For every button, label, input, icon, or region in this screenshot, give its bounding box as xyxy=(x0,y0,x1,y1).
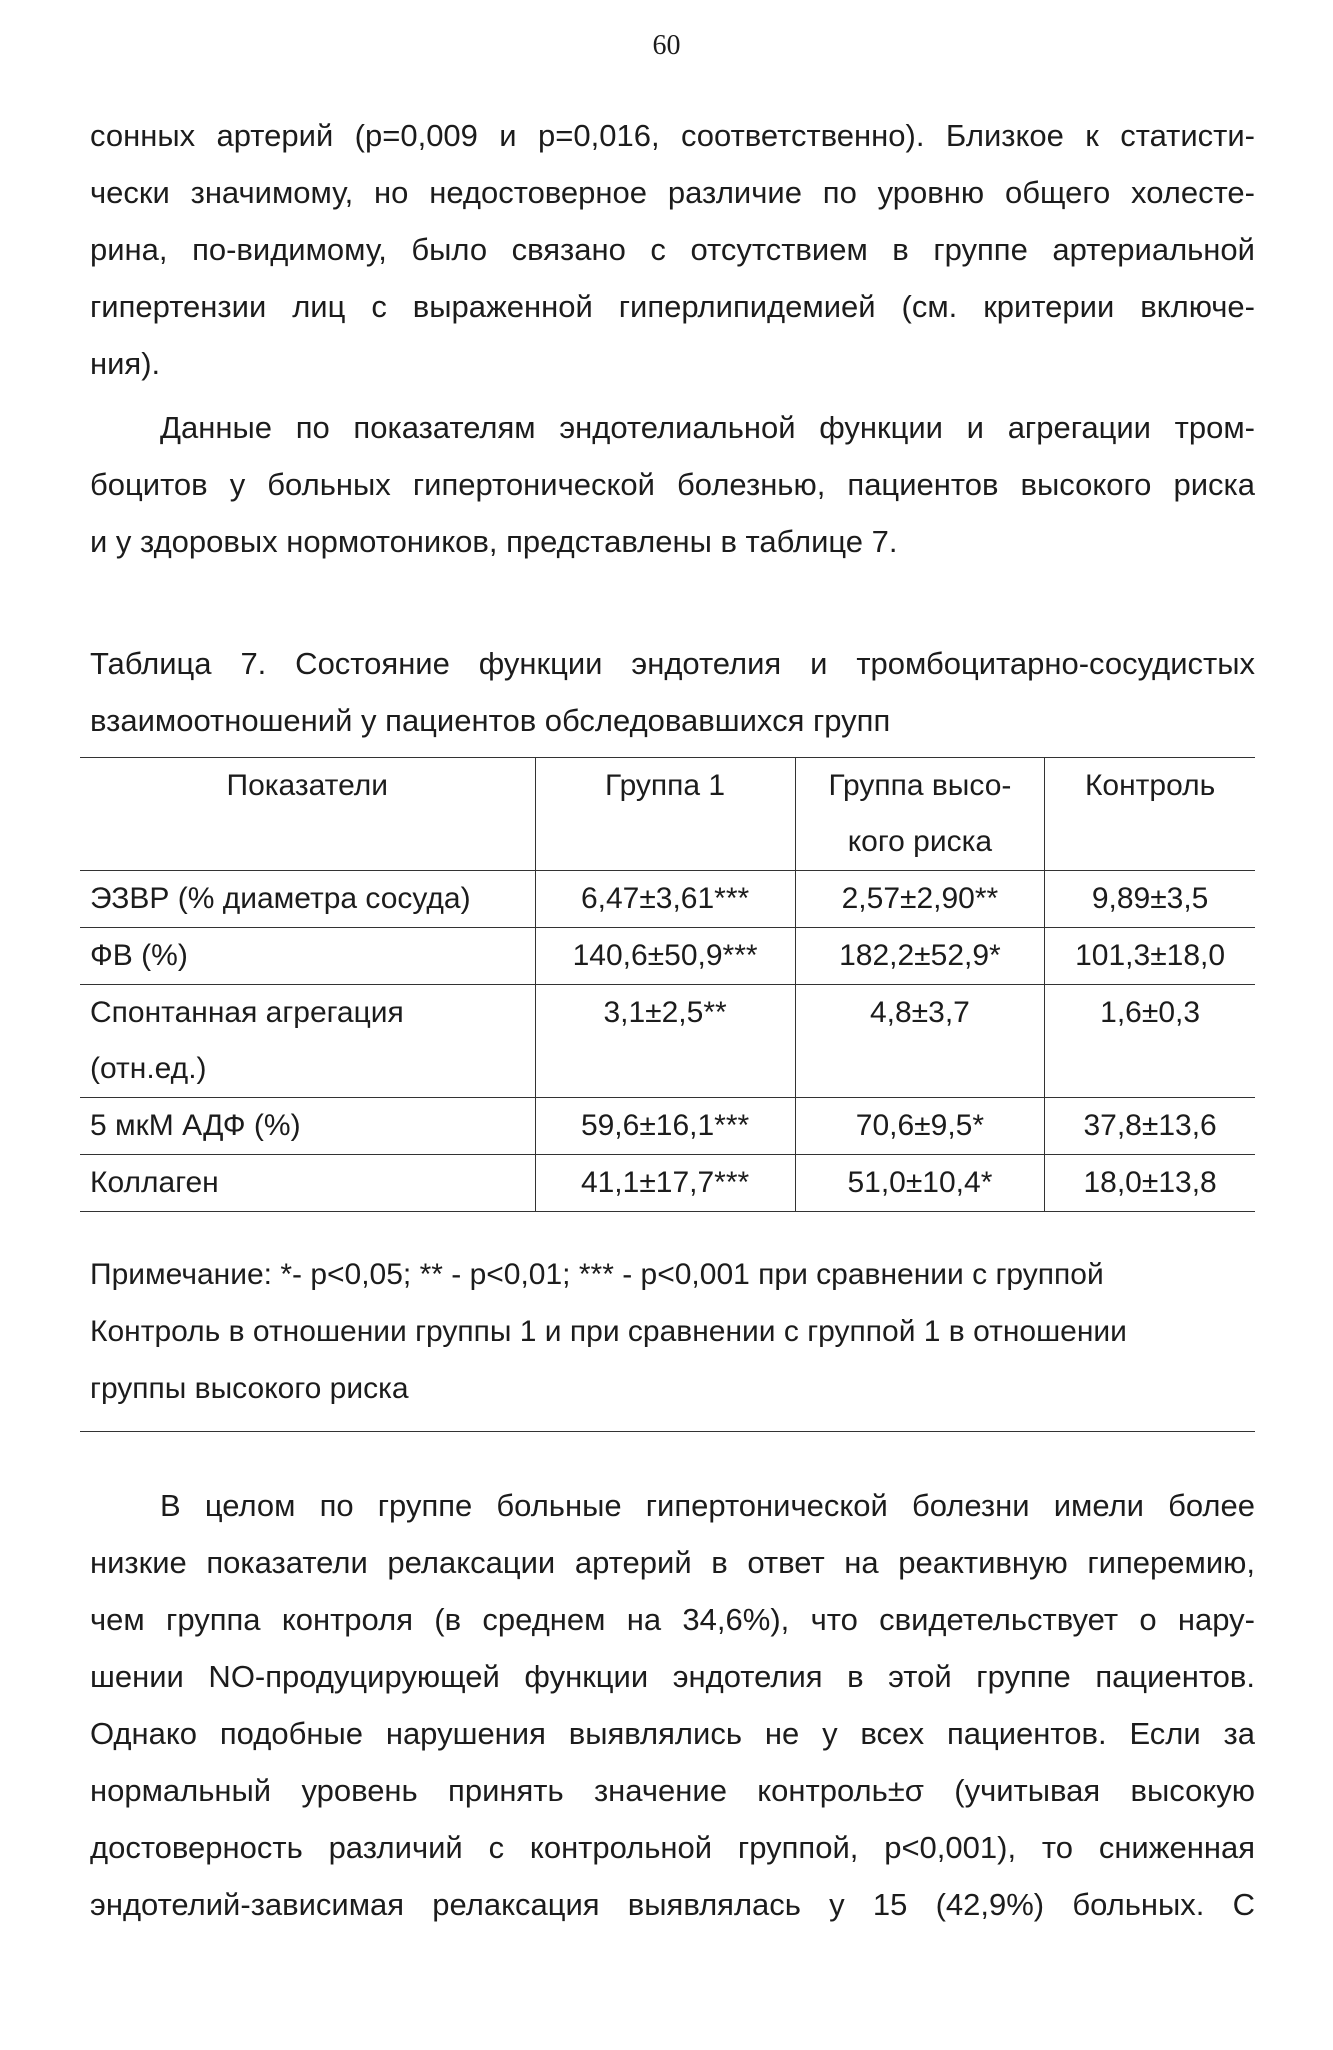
cell-control: 18,0±13,8 xyxy=(1045,1155,1255,1212)
header-group-1: Группа 1 xyxy=(535,758,795,871)
cell-group-1: 3,1±2,5** xyxy=(535,985,795,1098)
row-label-line: (отн.ед.) xyxy=(90,1052,207,1085)
cell-control: 9,89±3,5 xyxy=(1045,871,1255,928)
paragraph-line: достоверность различий с контрольной группой, р<0,001), то сниженная xyxy=(90,1830,1255,1865)
note-line: Контроль в отношении группы 1 и при сравнении с группой 1 в отношении xyxy=(90,1315,1127,1348)
paragraph-line: боцитов у больных гипертонической болезнью, пациентов высокого риска xyxy=(90,467,1255,502)
row-label-line: Спонтанная агрегация xyxy=(90,996,404,1029)
table-caption xyxy=(90,635,1255,749)
cell-high-risk: 4,8±3,7 xyxy=(795,985,1045,1098)
table-row xyxy=(80,928,1255,985)
paragraph-1 xyxy=(90,107,1255,392)
cell-control: 101,3±18,0 xyxy=(1045,928,1255,985)
note-line: группы высокого риска xyxy=(90,1372,409,1405)
paragraph-line: ния). xyxy=(90,346,161,381)
row-label: Коллаген xyxy=(80,1155,535,1212)
paragraph-line: эндотелий-зависимая релаксация выявлялась у 15 (42,9%) больных. С xyxy=(90,1887,1255,1922)
paragraph-2 xyxy=(90,399,1255,570)
page-number: 60 xyxy=(652,30,681,61)
cell-high-risk: 2,57±2,90** xyxy=(795,871,1045,928)
cell-high-risk: 70,6±9,5* xyxy=(795,1098,1045,1155)
header-high-risk-line: кого риска xyxy=(847,825,993,858)
paragraph-line: чески значимому, но недостоверное различие по уровню общего холесте- xyxy=(90,175,1255,210)
paragraph-line: низкие показатели релаксации артерий в ответ на реактивную гиперемию, xyxy=(90,1545,1255,1580)
table-row xyxy=(80,1155,1255,1212)
caption-line: Таблица 7. Состояние функции эндотелия и тромбоцитарно-сосудистых xyxy=(90,646,1255,681)
header-high-risk xyxy=(795,758,1045,871)
cell-control: 37,8±13,6 xyxy=(1045,1098,1255,1155)
table-row xyxy=(80,985,1255,1098)
paragraph-line: гипертензии лиц с выраженной гиперлипидемией (см. критерии включе- xyxy=(90,289,1255,324)
cell-group-1: 41,1±17,7*** xyxy=(535,1155,795,1212)
header-control: Контроль xyxy=(1045,758,1255,871)
table-row xyxy=(80,1098,1255,1155)
paragraph-line: шении NO-продуцирующей функции эндотелия в этой группе пациентов. xyxy=(90,1659,1255,1694)
paragraph-line: чем группа контроля (в среднем на 34,6%), что свидетельствует о нару- xyxy=(90,1602,1255,1637)
caption-line: взаимоотношений у пациентов обследовавшихся групп xyxy=(90,703,891,738)
row-label: ФВ (%) xyxy=(80,928,535,985)
paragraph-line: и у здоровых нормотоников, представлены в таблице 7. xyxy=(90,524,898,559)
cell-control: 1,6±0,3 xyxy=(1045,985,1255,1098)
row-label xyxy=(80,985,535,1098)
paragraph-line: сонных артерий (р=0,009 и р=0,016, соответственно). Близкое к статисти- xyxy=(90,118,1255,153)
data-table xyxy=(80,757,1255,1212)
cell-high-risk: 51,0±10,4* xyxy=(795,1155,1045,1212)
cell-group-1: 6,47±3,61*** xyxy=(535,871,795,928)
paragraph-line: рина, по-видимому, было связано с отсутствием в группе артериальной xyxy=(90,232,1255,267)
paragraph-line: нормальный уровень принять значение контроль±σ (учитывая высокую xyxy=(90,1773,1255,1808)
paragraph-line: Однако подобные нарушения выявлялись не у всех пациентов. Если за xyxy=(90,1716,1255,1751)
header-indicators: Показатели xyxy=(80,758,535,871)
header-high-risk-line: Группа высо- xyxy=(828,769,1012,802)
row-label: ЭЗВР (% диаметра сосуда) xyxy=(80,871,535,928)
paragraph-3 xyxy=(90,1477,1255,1933)
cell-group-1: 59,6±16,1*** xyxy=(535,1098,795,1155)
note-line: Примечание: *- р<0,05; ** - р<0,01; *** - р<0,001 при сравнении с группой xyxy=(90,1258,1104,1291)
row-label: 5 мкМ АДФ (%) xyxy=(80,1098,535,1155)
table-note xyxy=(80,1246,1255,1432)
paragraph-line: Данные по показателям эндотелиальной функции и агрегации тром- xyxy=(160,410,1255,445)
cell-high-risk: 182,2±52,9* xyxy=(795,928,1045,985)
paragraph-line: В целом по группе больные гипертонической болезни имели более xyxy=(160,1488,1255,1523)
table-row xyxy=(80,871,1255,928)
table-header-row xyxy=(80,758,1255,871)
cell-group-1: 140,6±50,9*** xyxy=(535,928,795,985)
